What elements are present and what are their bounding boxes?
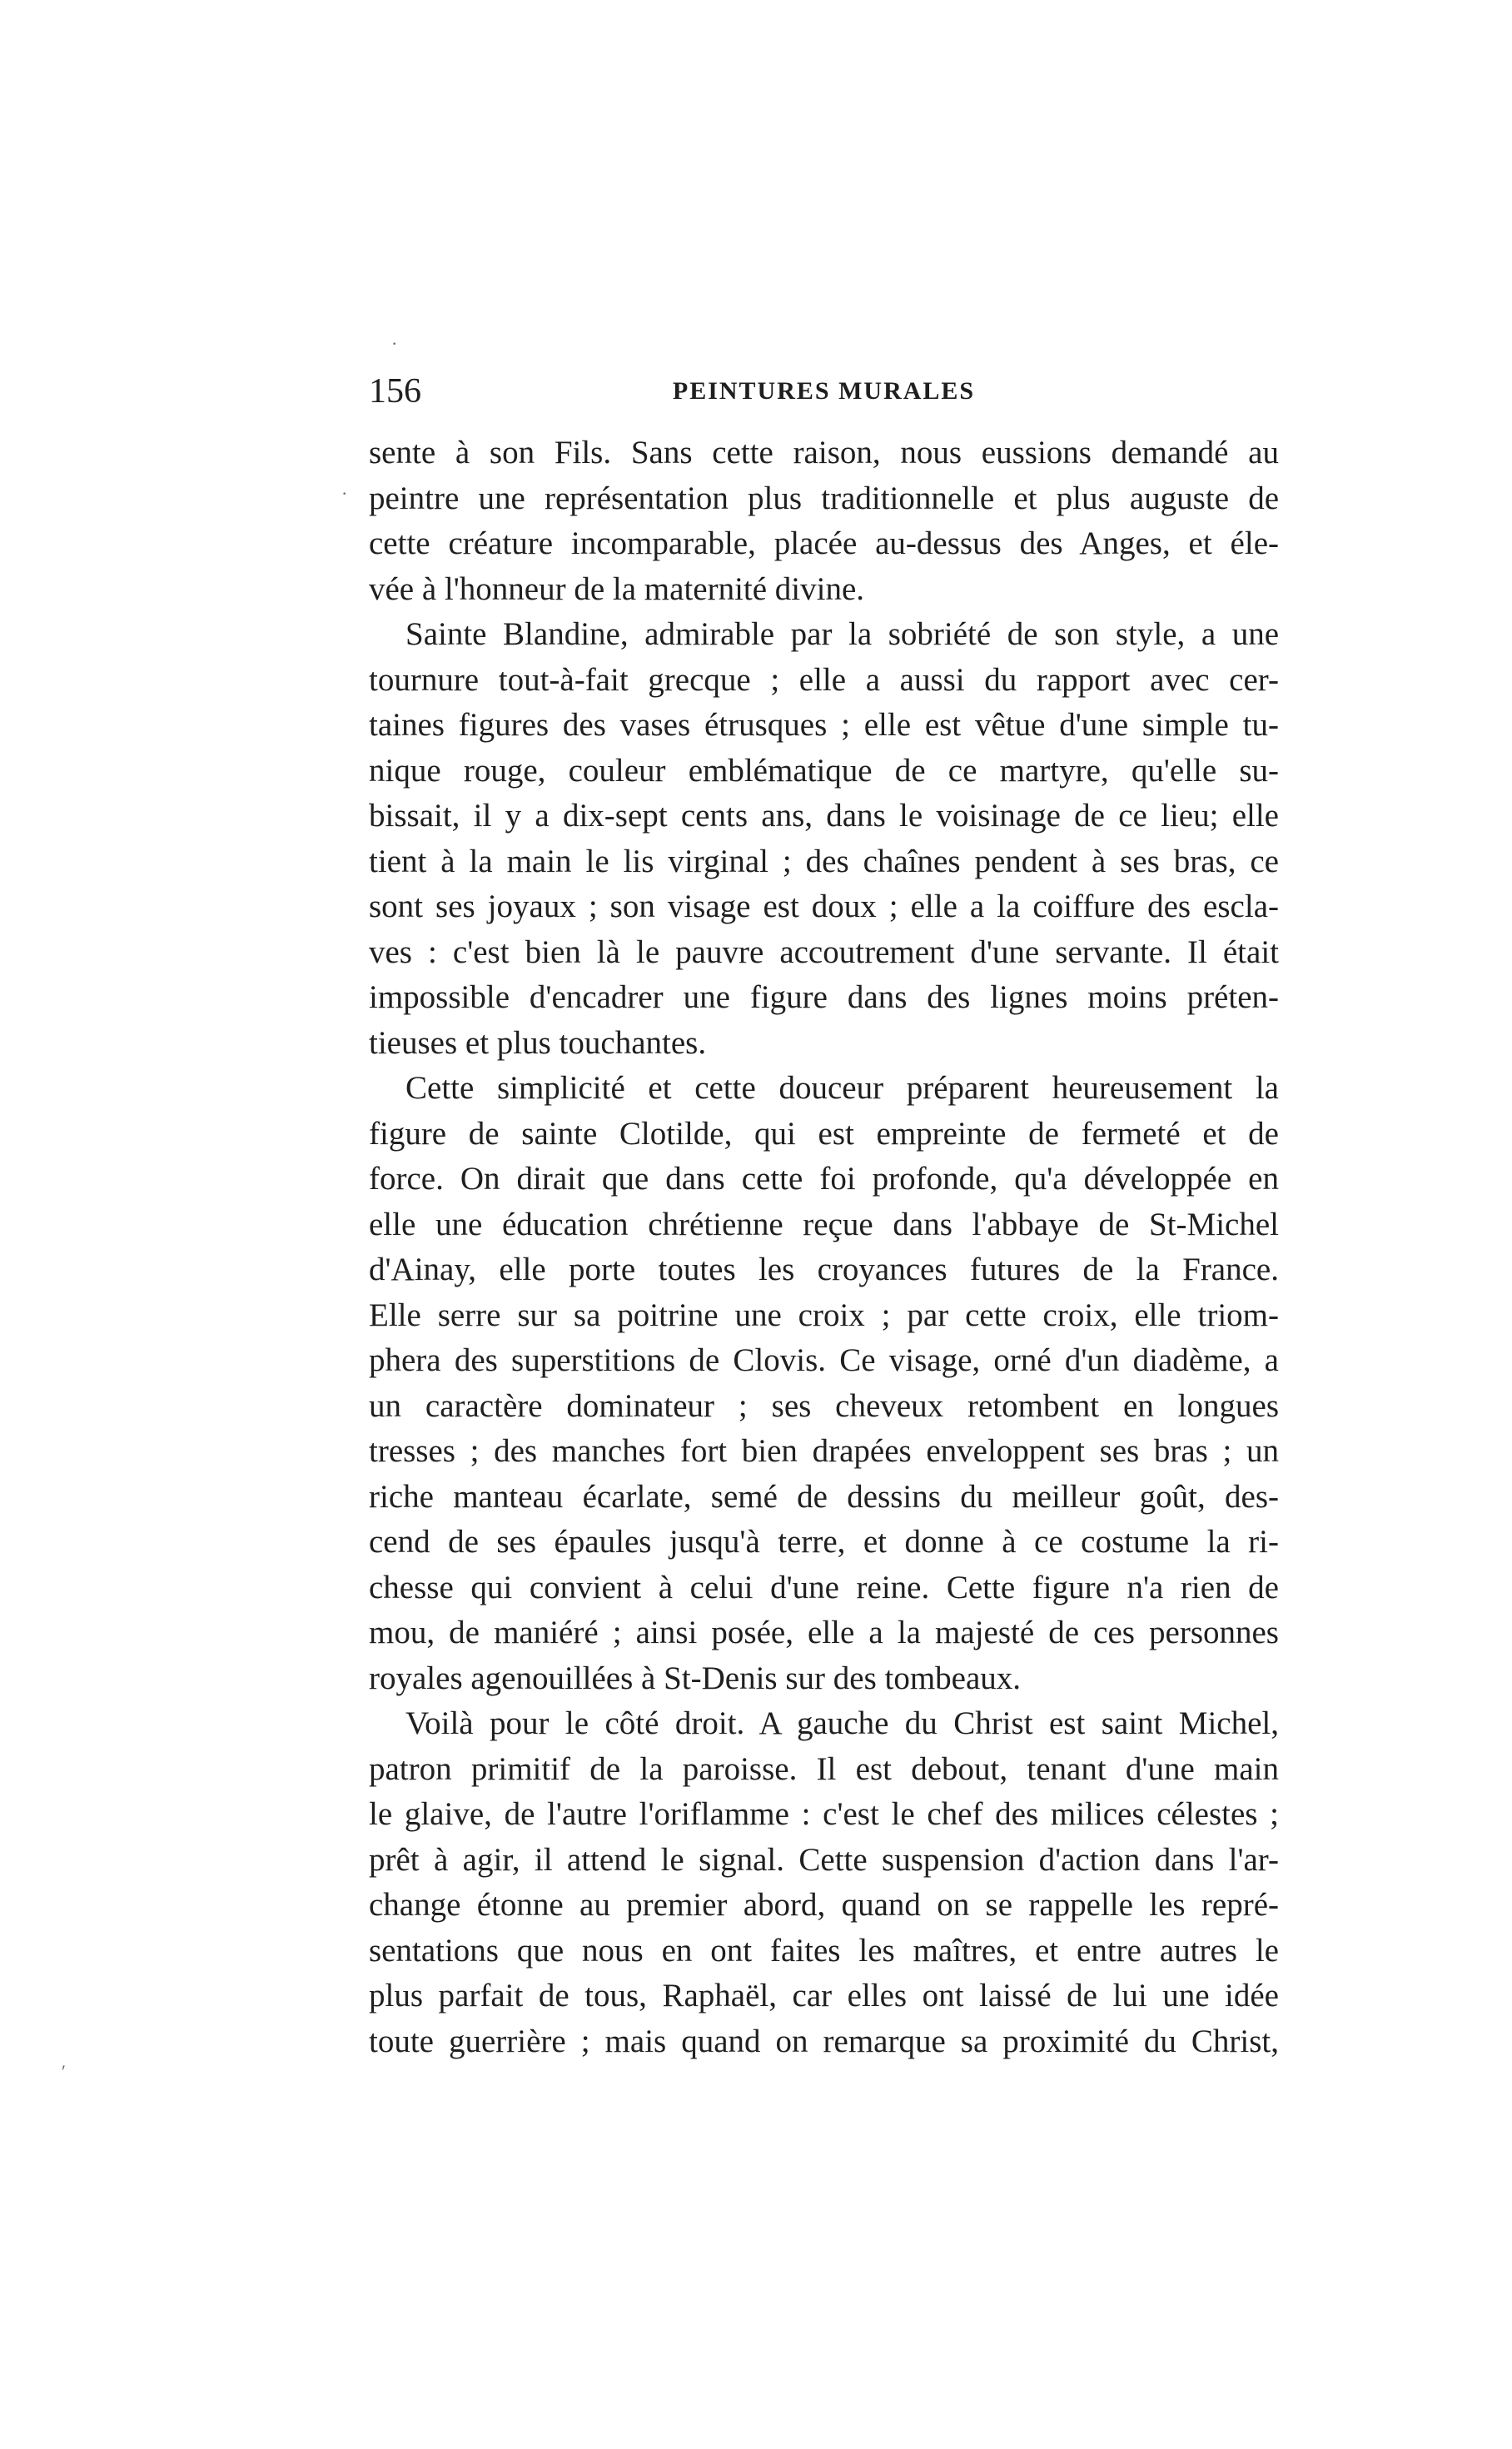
text-line: vée à l'honneur de la maternité divine. — [369, 570, 865, 607]
text-line: chesse qui convient à celui d'une reine. Cette figure n'a rien de — [369, 1569, 1279, 1605]
text-line: elle une éducation chrétienne reçue dans l'abbaye de St-Michel — [369, 1206, 1279, 1242]
text-line: peintre une représentation plus traditionnelle et plus auguste de — [369, 480, 1279, 516]
text-line: nique rouge, couleur emblématique de ce martyre, qu'elle su- — [369, 752, 1279, 789]
text-line: change étonne au premier abord, quand on se rappelle les repré- — [369, 1887, 1279, 1923]
text-line: tieuses et plus touchantes. — [369, 1024, 707, 1061]
text-line: tresses ; des manches fort bien drapées enveloppent ses bras ; un — [369, 1433, 1279, 1469]
text-line: un caractère dominateur ; ses cheveux retombent en longues — [369, 1387, 1279, 1424]
text-line: Voilà pour le côté droit. A gauche du Christ est saint Michel, — [405, 1705, 1279, 1741]
scan-speck: · — [341, 483, 348, 504]
text-line: bissait, il y a dix-sept cents ans, dans le voisinage de ce lieu; elle — [369, 798, 1279, 834]
text-line: prêt à agir, il attend le signal. Cette suspension d'action dans l'ar- — [369, 1841, 1279, 1878]
text-line: Elle serre sur sa poitrine une croix ; par cette croix, elle triom- — [369, 1297, 1279, 1333]
body-text — [369, 431, 1279, 2064]
text-line: royales agenouillées à St-Denis sur des tombeaux. — [369, 1660, 1022, 1696]
text-line: sont ses joyaux ; son visage est doux ; elle a la coiffure des escla- — [369, 889, 1279, 924]
text-line: mou, de maniéré ; ainsi posée, elle a la majesté de ces personnes — [369, 1615, 1279, 1650]
text-line: taines figures des vases étrusques ; elle est vêtue d'une simple tu- — [369, 707, 1279, 743]
text-line: cette créature incomparable, placée au-dessus des Anges, et éle- — [369, 525, 1279, 561]
text-line: figure de sainte Clotilde, qui est empreinte de fermeté et de — [369, 1115, 1279, 1152]
text-line: cend de ses épaules jusqu'à terre, et donne à ce costume la ri- — [369, 1524, 1279, 1560]
scan-speck: · — [391, 333, 398, 354]
page-number: 156 — [369, 372, 421, 411]
text-line: tient à la main le lis virginal ; des chaînes pendent à ses bras, ce — [369, 843, 1279, 879]
text-line: sente à son Fils. Sans cette raison, nous eussions demandé au — [369, 435, 1279, 470]
text-line: plus parfait de tous, Raphaël, car elles ont laissé de lui une idée — [369, 1978, 1279, 2013]
text-line: sentations que nous en ont faites les maîtres, et entre autres le — [369, 1932, 1279, 1969]
text-line: tournure tout-à-fait grecque ; elle a aussi du rapport avec cer- — [369, 661, 1279, 698]
text-line: phera des superstitions de Clovis. Ce visage, orné d'un diadème, a — [369, 1342, 1279, 1378]
text-line: Sainte Blandine, admirable par la sobriété de son style, a une — [405, 616, 1279, 652]
scan-speck: ′ — [62, 2061, 66, 2082]
text-line: patron primitif de la paroisse. Il est debout, tenant d'une main — [369, 1750, 1279, 1787]
text-line: le glaive, de l'autre l'oriflamme : c'est le chef des milices célestes ; — [369, 1796, 1279, 1832]
page-header — [369, 366, 1279, 416]
text-line: Cette simplicité et cette douceur préparent heureusement la — [405, 1070, 1279, 1106]
running-head: PEINTURES MURALES — [672, 377, 976, 405]
text-line: ves : c'est bien là le pauvre accoutrement d'une servante. Il était — [369, 933, 1279, 970]
text-line: d'Ainay, elle porte toutes les croyances futures de la France. — [369, 1252, 1279, 1287]
text-line: impossible d'encadrer une figure dans des lignes moins préten- — [369, 979, 1279, 1015]
text-line: riche manteau écarlate, semé de dessins du meilleur goût, des- — [369, 1478, 1279, 1515]
text-line: force. On dirait que dans cette foi profonde, qu'a développée en — [369, 1161, 1279, 1197]
text-line: toute guerrière ; mais quand on remarque sa proximité du Christ, — [369, 2023, 1279, 2059]
